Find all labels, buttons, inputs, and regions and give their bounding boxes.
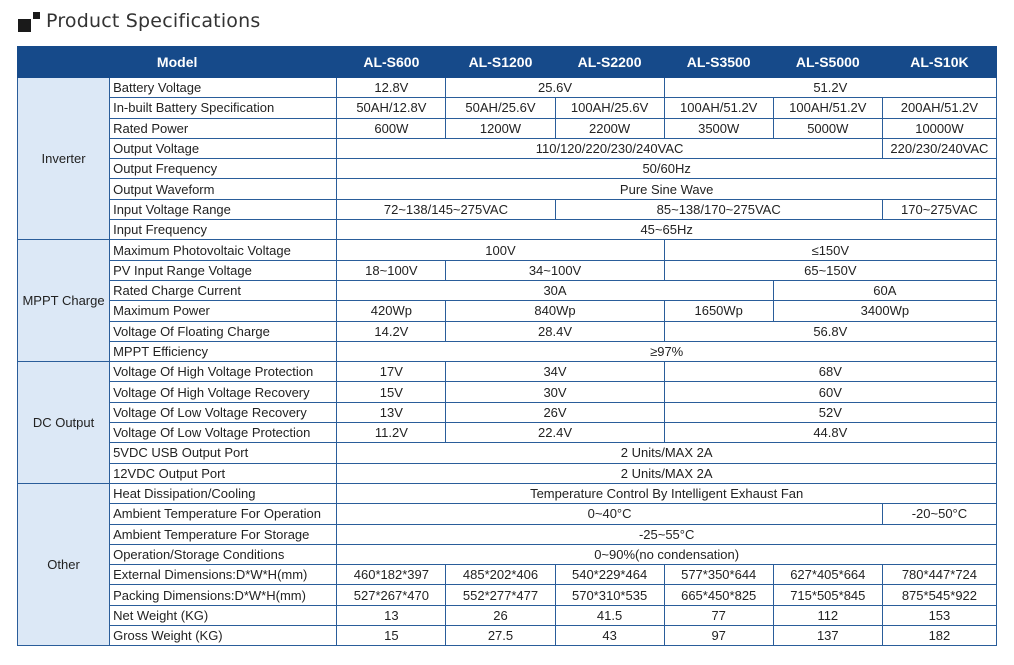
cell: 27.5 (446, 626, 555, 646)
model-col-header: AL-S600 (337, 47, 446, 78)
cell: 153 (882, 605, 996, 625)
cell: 25.6V (446, 78, 664, 98)
cell: 875*545*922 (882, 585, 996, 605)
cell: 110/120/220/230/240VAC (337, 138, 883, 158)
table-row (18, 402, 997, 422)
cell: 3400Wp (773, 301, 996, 321)
cell: 552*277*477 (446, 585, 555, 605)
table-row (18, 483, 997, 503)
cell: 30V (446, 382, 664, 402)
model-col-header: AL-S1200 (446, 47, 555, 78)
table-row (18, 280, 997, 300)
cell: 15V (337, 382, 446, 402)
cell: 60V (664, 382, 996, 402)
cell: 137 (773, 626, 882, 646)
cell: 100AH/25.6V (555, 98, 664, 118)
table-row (18, 463, 997, 483)
table-row (18, 565, 997, 585)
cell: 460*182*397 (337, 565, 446, 585)
cell: 665*450*825 (664, 585, 773, 605)
cell: -25~55°C (337, 524, 997, 544)
cell: 26 (446, 605, 555, 625)
cell: 18~100V (337, 260, 446, 280)
cell: 15 (337, 626, 446, 646)
cell: 570*310*535 (555, 585, 664, 605)
table-row (18, 199, 997, 219)
cell: 100AH/51.2V (664, 98, 773, 118)
row-label: Ambient Temperature For Operation (110, 504, 337, 524)
table-row (18, 179, 997, 199)
table-row (18, 362, 997, 382)
row-label: Net Weight (KG) (110, 605, 337, 625)
table-row (18, 159, 997, 179)
table-row (18, 118, 997, 138)
table-row (18, 423, 997, 443)
cell: 17V (337, 362, 446, 382)
cell: 420Wp (337, 301, 446, 321)
cell: 5000W (773, 118, 882, 138)
cell: Pure Sine Wave (337, 179, 997, 199)
table-row (18, 524, 997, 544)
cell: 22.4V (446, 423, 664, 443)
cell: 10000W (882, 118, 996, 138)
table-row (18, 98, 997, 118)
row-label: Output Waveform (110, 179, 337, 199)
row-label: Rated Power (110, 118, 337, 138)
cell: 540*229*464 (555, 565, 664, 585)
cell: Temperature Control By Intelligent Exhaust Fan (337, 483, 997, 503)
cell: -20~50°C (882, 504, 996, 524)
cell: 527*267*470 (337, 585, 446, 605)
table-row (18, 138, 997, 158)
row-label: Ambient Temperature For Storage (110, 524, 337, 544)
row-label: Voltage Of Low Voltage Recovery (110, 402, 337, 422)
cell: 56.8V (664, 321, 996, 341)
table-row (18, 605, 997, 625)
cell: 77 (664, 605, 773, 625)
row-label: Voltage Of High Voltage Protection (110, 362, 337, 382)
cell: 65~150V (664, 260, 996, 280)
model-col-header: AL-S5000 (773, 47, 882, 78)
table-row (18, 78, 997, 98)
cell: 52V (664, 402, 996, 422)
logo-squares-icon (18, 10, 40, 32)
spec-table (17, 46, 997, 646)
cell: 3500W (664, 118, 773, 138)
table-row (18, 544, 997, 564)
table-row (18, 301, 997, 321)
cell: 50AH/12.8V (337, 98, 446, 118)
section-mppt: MPPT Charge (18, 240, 110, 362)
cell: 50AH/25.6V (446, 98, 555, 118)
model-header: Model (18, 47, 337, 78)
cell: 13 (337, 605, 446, 625)
cell: 43 (555, 626, 664, 646)
cell: 41.5 (555, 605, 664, 625)
cell: 12.8V (337, 78, 446, 98)
row-label: Input Frequency (110, 220, 337, 240)
cell: 50/60Hz (337, 159, 997, 179)
cell: 11.2V (337, 423, 446, 443)
row-label: Battery Voltage (110, 78, 337, 98)
row-label: Maximum Photovoltaic Voltage (110, 240, 337, 260)
page-title: Product Specifications (46, 10, 261, 32)
cell: 2200W (555, 118, 664, 138)
row-label: Output Voltage (110, 138, 337, 158)
row-label: Maximum Power (110, 301, 337, 321)
model-col-header: AL-S10K (882, 47, 996, 78)
cell: 2 Units/MAX 2A (337, 463, 997, 483)
row-label: Voltage Of Low Voltage Protection (110, 423, 337, 443)
cell: 13V (337, 402, 446, 422)
cell: 780*447*724 (882, 565, 996, 585)
cell: 715*505*845 (773, 585, 882, 605)
table-row (18, 443, 997, 463)
cell: 100V (337, 240, 664, 260)
page-header (18, 6, 260, 36)
cell: 0~40°C (337, 504, 883, 524)
cell: 577*350*644 (664, 565, 773, 585)
table-row (18, 321, 997, 341)
cell: 44.8V (664, 423, 996, 443)
row-label: 12VDC Output Port (110, 463, 337, 483)
cell: ≥97% (337, 341, 997, 361)
cell: 627*405*664 (773, 565, 882, 585)
cell: 45~65Hz (337, 220, 997, 240)
cell: 26V (446, 402, 664, 422)
cell: 51.2V (664, 78, 996, 98)
table-row (18, 585, 997, 605)
row-label: Output Frequency (110, 159, 337, 179)
row-label: Heat Dissipation/Cooling (110, 483, 337, 503)
cell: 1650Wp (664, 301, 773, 321)
row-label: Packing Dimensions:D*W*H(mm) (110, 585, 337, 605)
table-row (18, 341, 997, 361)
cell: 68V (664, 362, 996, 382)
row-label: Voltage Of High Voltage Recovery (110, 382, 337, 402)
row-label: Gross Weight (KG) (110, 626, 337, 646)
cell: 840Wp (446, 301, 664, 321)
cell: 220/230/240VAC (882, 138, 996, 158)
cell: 200AH/51.2V (882, 98, 996, 118)
table-row (18, 260, 997, 280)
cell: 182 (882, 626, 996, 646)
table-row (18, 220, 997, 240)
cell: 28.4V (446, 321, 664, 341)
cell: 14.2V (337, 321, 446, 341)
section-inverter: Inverter (18, 78, 110, 240)
header-row (18, 47, 997, 78)
cell: 600W (337, 118, 446, 138)
cell: 34~100V (446, 260, 664, 280)
cell: 30A (337, 280, 773, 300)
row-label: Voltage Of Floating Charge (110, 321, 337, 341)
table-row (18, 382, 997, 402)
row-label: Input Voltage Range (110, 199, 337, 219)
row-label: Operation/Storage Conditions (110, 544, 337, 564)
cell: 170~275VAC (882, 199, 996, 219)
cell: 60A (773, 280, 996, 300)
row-label: Rated Charge Current (110, 280, 337, 300)
row-label: External Dimensions:D*W*H(mm) (110, 565, 337, 585)
row-label: MPPT Efficiency (110, 341, 337, 361)
row-label: PV Input Range Voltage (110, 260, 337, 280)
row-label: 5VDC USB Output Port (110, 443, 337, 463)
cell: 100AH/51.2V (773, 98, 882, 118)
table-row (18, 240, 997, 260)
row-label: In-built Battery Specification (110, 98, 337, 118)
cell: 85~138/170~275VAC (555, 199, 882, 219)
table-row (18, 504, 997, 524)
section-dc-output: DC Output (18, 362, 110, 484)
model-col-header: AL-S3500 (664, 47, 773, 78)
cell: 72~138/145~275VAC (337, 199, 555, 219)
cell: 2 Units/MAX 2A (337, 443, 997, 463)
cell: 1200W (446, 118, 555, 138)
table-row (18, 626, 997, 646)
cell: 34V (446, 362, 664, 382)
cell: 112 (773, 605, 882, 625)
cell: 0~90%(no condensation) (337, 544, 997, 564)
cell: ≤150V (664, 240, 996, 260)
section-other: Other (18, 483, 110, 645)
model-col-header: AL-S2200 (555, 47, 664, 78)
cell: 485*202*406 (446, 565, 555, 585)
cell: 97 (664, 626, 773, 646)
